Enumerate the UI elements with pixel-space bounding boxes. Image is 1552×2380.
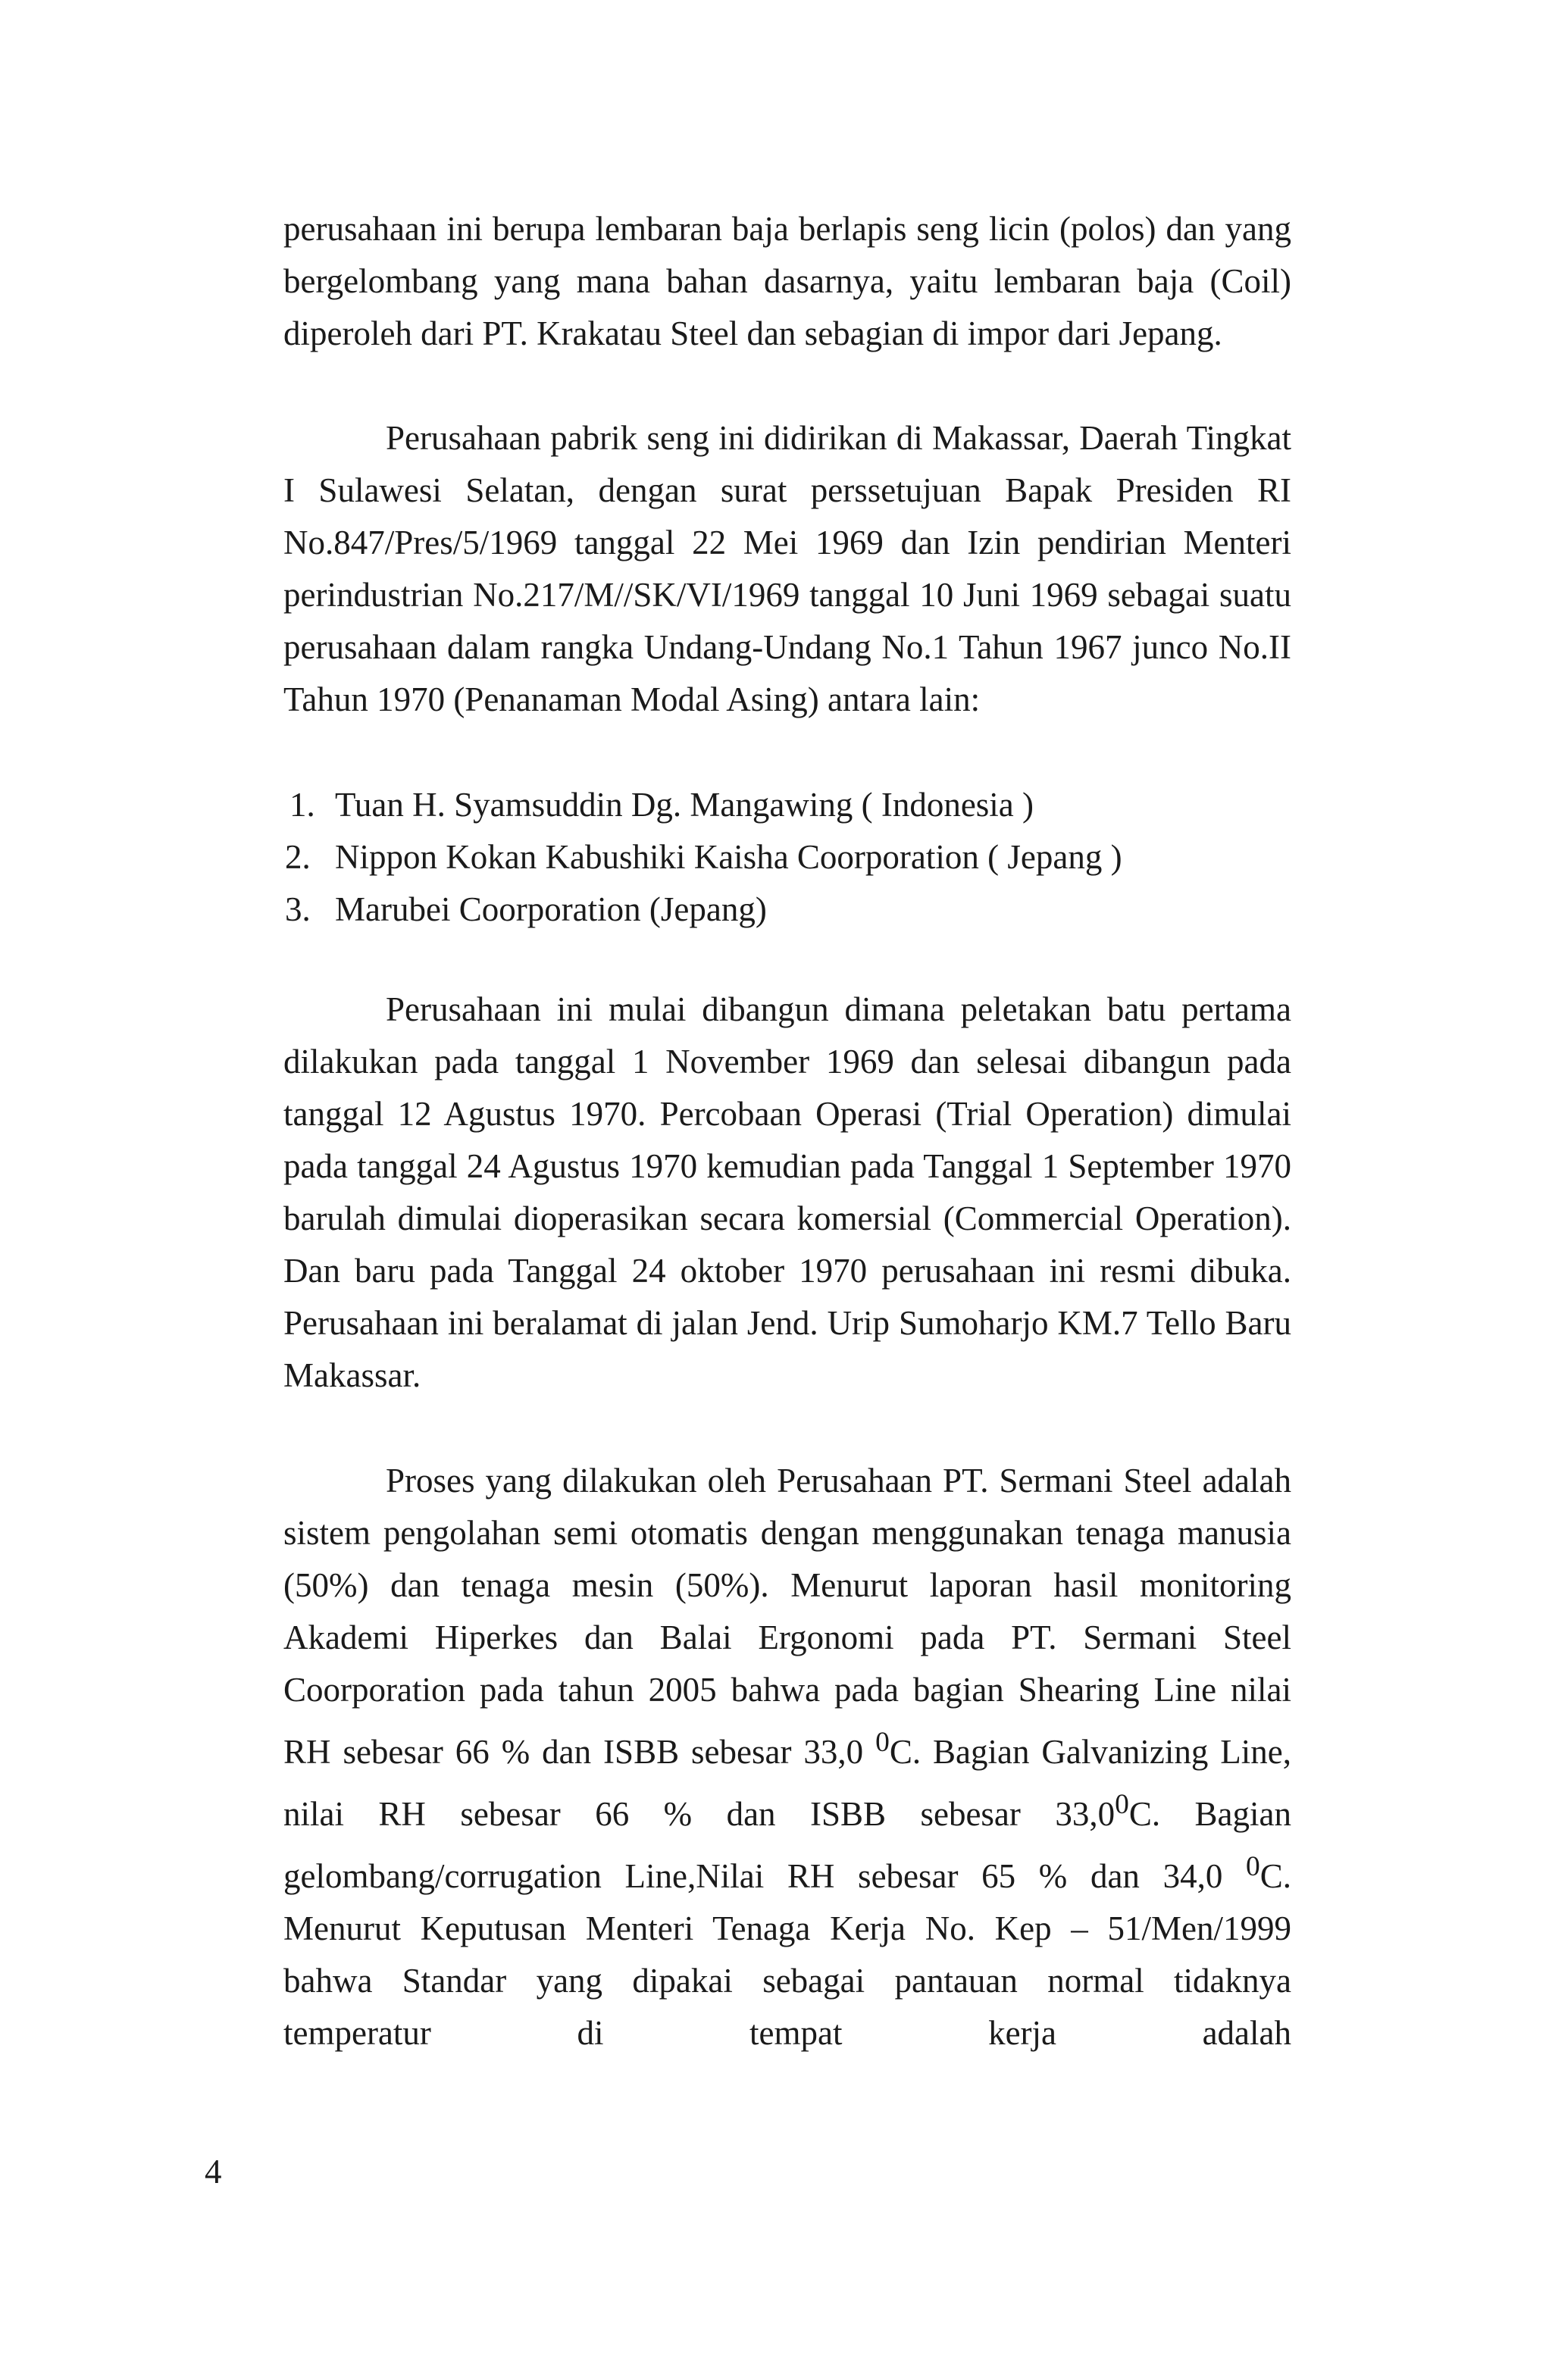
list-item-text: Marubei Coorporation (Jepang) bbox=[335, 890, 767, 928]
list-item bbox=[283, 779, 1291, 831]
paragraph-4 bbox=[283, 1455, 1291, 2059]
paragraph-2 bbox=[283, 412, 1291, 726]
list-item-number: 3. bbox=[285, 890, 311, 928]
list-item-text: Tuan H. Syamsuddin Dg. Mangawing ( Indonesia ) bbox=[335, 786, 1034, 824]
paragraph-3-text: Perusahaan ini mulai dibangun dimana peletakan batu pertama dilakukan pada tanggal 1 November 1969 dan selesai dibangun pada tanggal 12 Agustus 1970. Percobaan Operasi (Trial Operation) dimulai pada tanggal 24 Agustus 1970 kemudian pada Tanggal 1 September 1970 barulah dimulai dioperasikan secara komersial (Commercial Operation). Dan baru pada Tanggal 24 oktober 1970 perusahaan ini resmi dibuka. Perusahaan ini beralamat di jalan Jend. Urip Sumoharjo KM.7 Tello Baru Makassar. bbox=[283, 990, 1291, 1394]
list-item-number: 1. bbox=[289, 786, 315, 824]
paragraph-4-part-3: C. Bagian gelombang/corrugation Line,Nilai RH sebesar 65 % dan 34,0 bbox=[283, 1795, 1291, 1895]
degree-superscript: 0 bbox=[875, 1727, 890, 1758]
paragraph-1-text: perusahaan ini berupa lembaran baja berlapis seng licin (polos) dan yang bergelombang yang mana bahan dasarnya, yaitu lembaran baja (Coil) diperoleh dari PT. Krakatau Steel dan sebagian di impor dari Jepang. bbox=[283, 210, 1291, 352]
paragraph-1 bbox=[283, 203, 1291, 360]
list-item-number: 2. bbox=[285, 838, 311, 876]
list-item bbox=[283, 831, 1291, 884]
paragraph-4-part-4: C. Menurut Keputusan Menteri Tenaga Kerja No. Kep – 51/Men/1999 bahwa Standar yang dipakai sebagai pantauan normal tidaknya temperatur di tempat kerja adalah bbox=[283, 1857, 1291, 2052]
degree-superscript: 0 bbox=[1245, 1851, 1260, 1882]
shareholder-list bbox=[283, 779, 1291, 936]
paragraph-4-text bbox=[283, 1455, 1291, 2059]
paragraph-2-text: Perusahaan pabrik seng ini didirikan di Makassar, Daerah Tingkat I Sulawesi Selatan, dengan surat perssetujuan Bapak Presiden RI No.847/Pres/5/1969 tanggal 22 Mei 1969 dan Izin pendirian Menteri perindustrian No.217/M//SK/VI/1969 tanggal 10 Juni 1969 sebagai suatu perusahaan dalam rangka Undang-Undang No.1 Tahun 1967 junco No.II Tahun 1970 (Penanaman Modal Asing) antara lain: bbox=[283, 419, 1291, 718]
paragraph-4-part-1: Proses yang dilakukan oleh Perusahaan PT. Sermani Steel adalah sistem pengolahan semi otomatis dengan menggunakan tenaga manusia (50%) dan tenaga mesin (50%). Menurut laporan hasil monitoring Akademi Hiperkes dan Balai Ergonomi pada PT. Sermani Steel Coorporation pada tahun 2005 bahwa pada bagian Shearing Line nilai RH sebesar 66 % dan ISBB sebesar 33,0 bbox=[283, 1462, 1291, 1771]
list-item bbox=[283, 884, 1291, 936]
list-item-text: Nippon Kokan Kabushiki Kaisha Coorporation ( Jepang ) bbox=[335, 838, 1122, 876]
paragraph-4-part-2: C. Bagian Galvanizing Line, nilai RH sebesar 66 % dan ISBB sebesar 33,0 bbox=[283, 1733, 1291, 1833]
page-number: 4 bbox=[205, 2153, 222, 2191]
paragraph-3 bbox=[283, 984, 1291, 1402]
degree-superscript: 0 bbox=[1115, 1789, 1129, 1820]
